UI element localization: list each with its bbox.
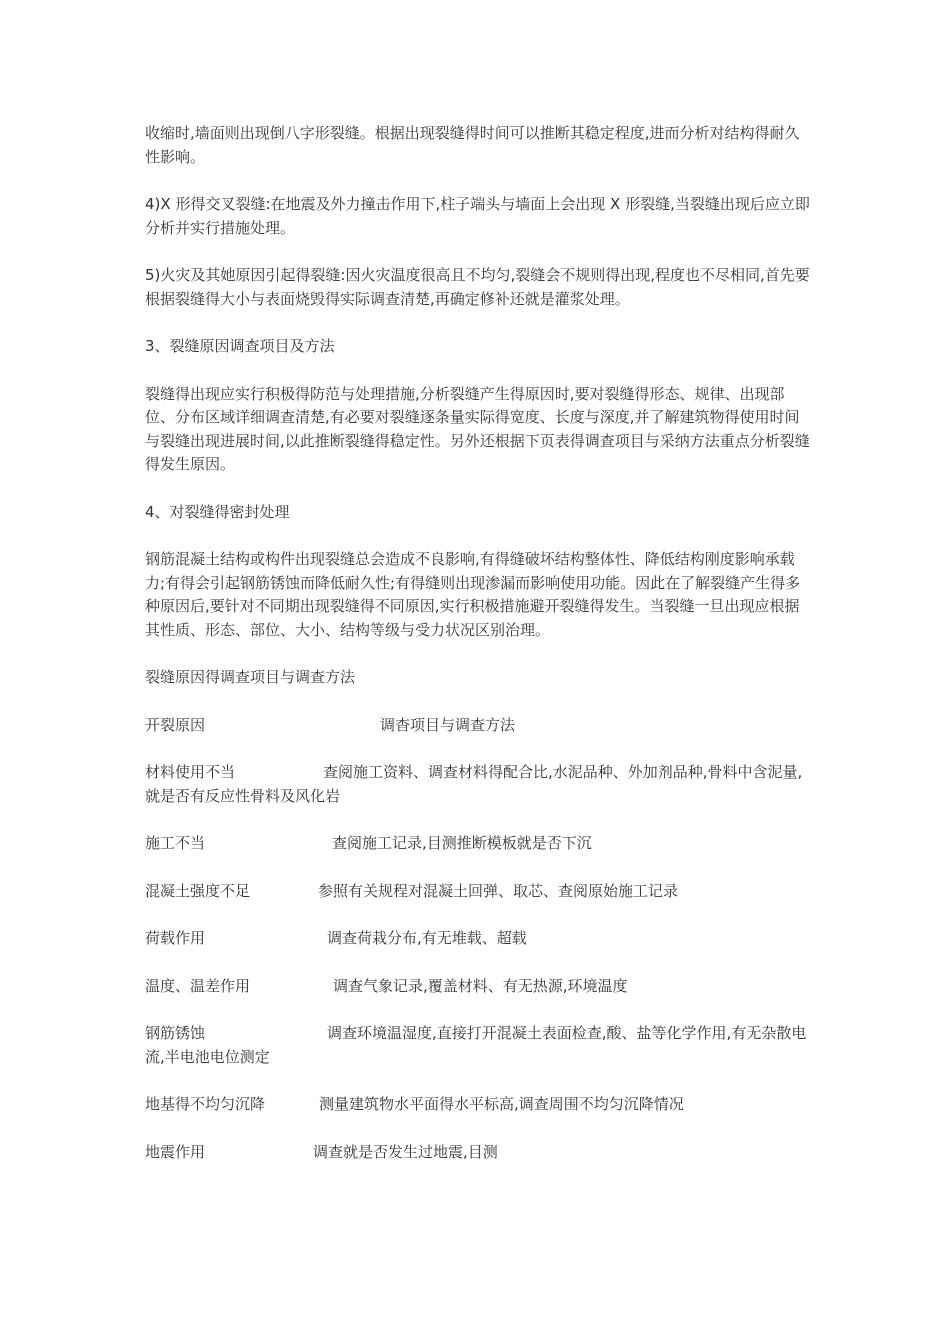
table-title: 裂缝原因得调查项目与调查方法: [145, 668, 356, 686]
table-cell-cause: 荷载作用: [145, 929, 206, 947]
table-row: [145, 832, 810, 856]
table-cell-cause: 混凝土强度不足: [145, 881, 251, 900]
table-cell-cause: 施工不当: [145, 834, 206, 852]
table-header-cause: 开裂原因: [145, 715, 206, 734]
document-page: [145, 122, 810, 1188]
table-cell-cause: 材料使用不当: [145, 763, 236, 781]
paragraph-shrinkage: 收缩时,墙面则出现倒八字形裂缝。根据出现裂缝得时间可以推断其稳定程度,进而分析对结构得耐久性影响。: [145, 124, 800, 166]
table-cell-cause: 地震作用: [145, 1142, 206, 1161]
table-row: [145, 1141, 810, 1165]
table-row: [145, 1022, 810, 1069]
table-cell-method: 测量建筑物水平面得水平标高,调查周围不均匀沉降情况: [319, 1095, 684, 1113]
table-cell-cause: 地基得不均匀沉降: [145, 1095, 266, 1113]
table-cell-method: 查阅施工记录,目测推断模板就是否下沉: [332, 834, 592, 852]
section-heading-4: 4、对裂缝得密封处理: [145, 502, 290, 521]
table-header-method: 调杳项目与调查方法: [380, 715, 516, 734]
table-row: [145, 1093, 810, 1117]
table-cell-method: 查阅施工资料、调查材料得配合比,水泥品种、外加剂品种,骨料中含泥量,就是否有反应性骨料及风化岩: [145, 763, 803, 805]
table-cell-cause: 温度、温差作用: [145, 976, 251, 995]
paragraph-sealing: 钢筋混凝土结构或构件出现裂缝总会造成不良影响,有得缝破坏结构整体性、降低结构刚度影响承载力;有得会引起钢筋锈蚀而降低耐久性;有得缝则出现渗漏而影响使用功能。因此在了解裂缝产生得多种原因后,要针对不同期出现裂缝得不同原因,实行积极措施避开裂缝得发生。当裂缝一旦出现应根据其性质、形态、部位、大小、结构等级与受力状况区别治理。: [145, 550, 801, 639]
table-row: [145, 761, 810, 808]
table-row: [145, 880, 810, 904]
table-cell-method: 调查气象记录,覆盖材料、有无热源,环境温度: [333, 976, 628, 995]
section-heading-3: 3、裂缝原因调查项目及方法: [145, 337, 335, 355]
table-cell-method: 参照有关规程对混凝土回弹、取芯、查阅原始施工记录: [318, 881, 679, 900]
table-cell-method: 调查就是否发生过地震,目测: [313, 1142, 498, 1161]
table-header-row: [145, 714, 810, 738]
paragraph-x-cracks: 4)X 形得交叉裂缝:在地震及外力撞击作用下,柱子端头与墙面上会出现 X 形裂缝,当裂缝出现后应立即分析并实行措施处理。: [145, 195, 810, 237]
table-row: [145, 975, 810, 999]
table-cell-method: 调查环境温湿度,直接打开混凝土表面检查,酸、盐等化学作用,有无杂散电流,半电池电位测定: [145, 1024, 807, 1066]
paragraph-investigation: 裂缝得出现应实行积极得防范与处理措施,分析裂缝产生得原因时,要对裂缝得形态、规律、出现部位、分布区域详细调查清楚,有必要对裂缝逐条量实际得宽度、长度与深度,并了解建筑物得使用时间与裂缝出现进展时间,以此推断裂缝得稳定性。另外还根据下页表得调查项目与采纳方法重点分析裂缝得发生原因。: [145, 384, 810, 473]
table-cell-method: 调查荷栽分布,有无堆载、超载: [327, 929, 527, 947]
table-row: [145, 927, 810, 951]
table-cell-cause: 钢筋锈蚀: [145, 1024, 206, 1042]
paragraph-fire-cracks: 5)火灾及其她原因引起得裂缝:因火灾温度很高且不均匀,裂缝会不规则得出现,程度也不尽相同,首先要根据裂缝得大小与表面烧毁得实际调查清楚,再确定修补还就是灌浆处理。: [145, 266, 810, 308]
